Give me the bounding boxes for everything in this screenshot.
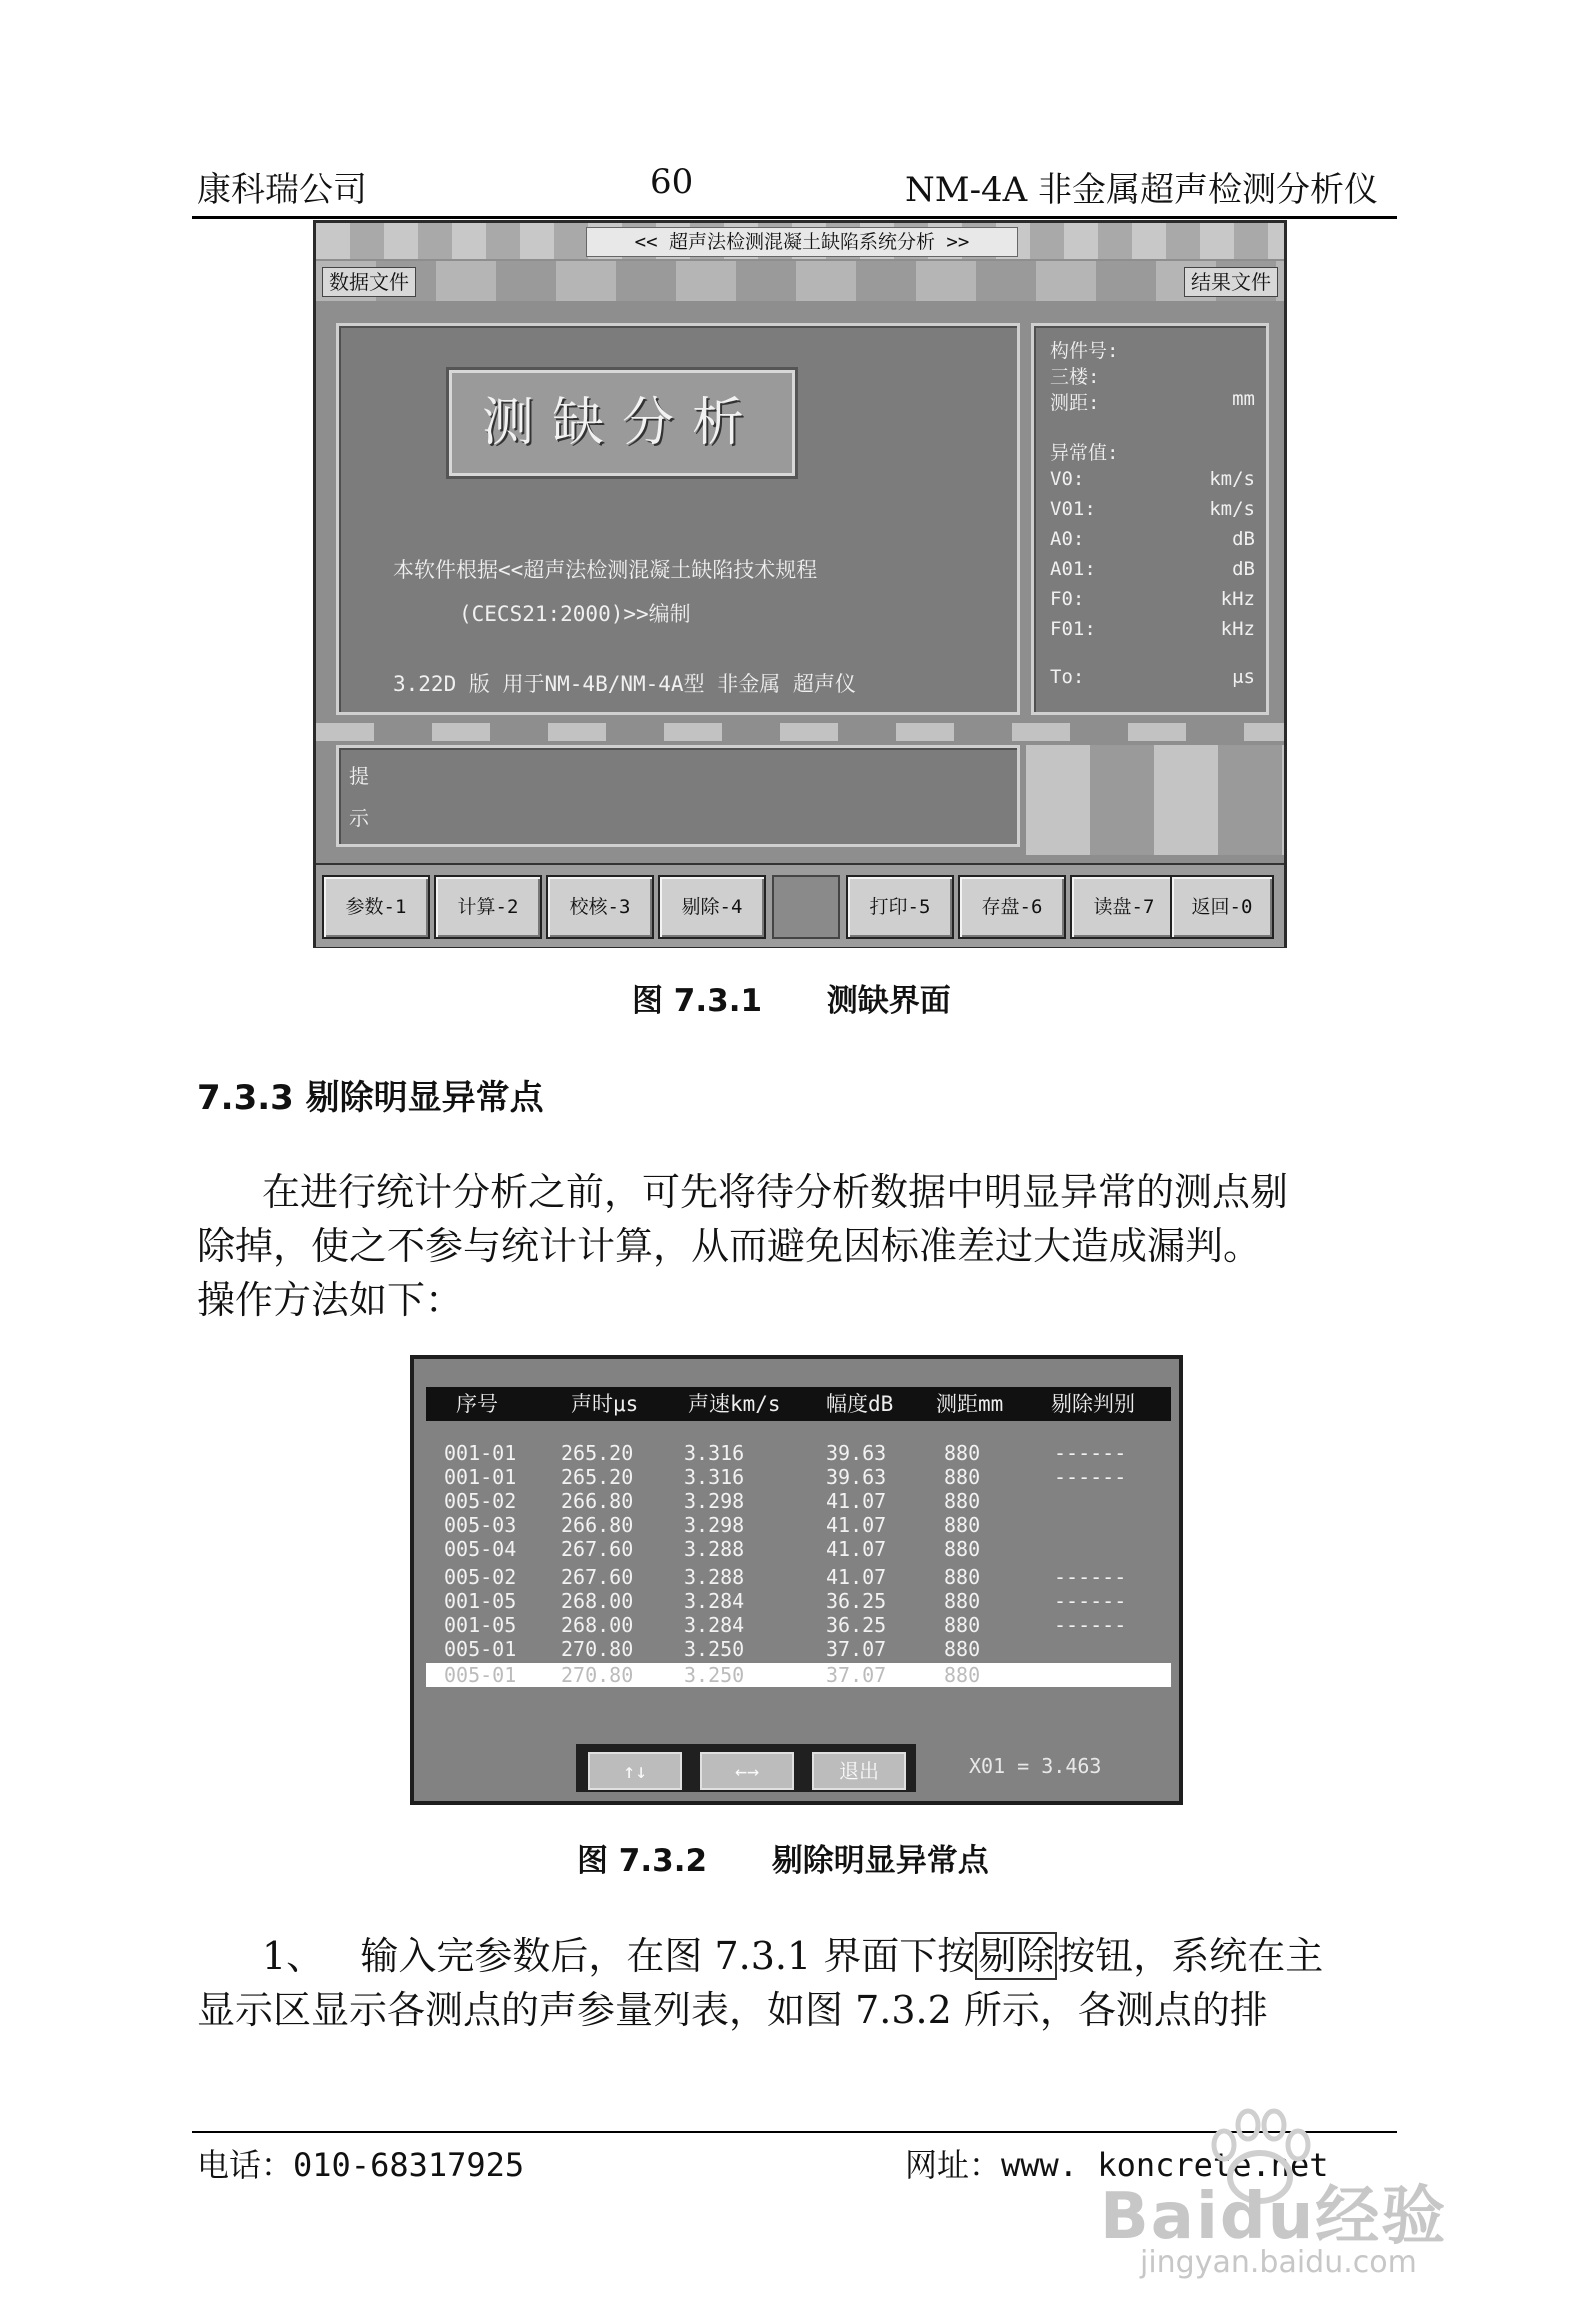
big-title-box	[449, 370, 795, 476]
fkey-print[interactable]: 打印-5	[846, 875, 954, 939]
table-row[interactable]: 005-04 267.60 3.288 41.07 880	[444, 1537, 981, 1561]
big-title: 测缺分析	[481, 393, 762, 453]
screen-titlebar	[316, 223, 1284, 259]
table-row[interactable]: 005-03 266.80 3.298 41.07 880	[444, 1513, 981, 1537]
prompt-char: 提	[349, 764, 369, 788]
header-rule	[192, 216, 1397, 219]
screen-title: << 超声法检测混凝土缺陷系统分析 >>	[586, 227, 1018, 257]
col-header: 序号	[456, 1392, 498, 1416]
fkey-blank	[772, 875, 840, 939]
table-row[interactable]: 005-01 270.80 3.250 37.07 880	[444, 1637, 981, 1661]
table-row[interactable]: 005-02 267.60 3.288 41.07 880 ------	[444, 1565, 1127, 1589]
table-row[interactable]: 001-01 265.20 3.316 39.63 880 ------	[444, 1441, 1127, 1465]
table-header	[426, 1387, 1171, 1421]
table-row-selected[interactable]: 005-01 270.80 3.250 37.07 880	[426, 1663, 1171, 1687]
param-row: A0: dB	[1050, 528, 1255, 550]
param-row: A01: dB	[1050, 558, 1255, 580]
col-header: 测距mm	[936, 1392, 1004, 1416]
param-row: V01: km/s	[1050, 498, 1255, 520]
menu-result-file[interactable]: 结果文件	[1184, 267, 1278, 297]
fkey-calculate[interactable]: 计算-2	[434, 875, 542, 939]
param-row: F01: kHz	[1050, 618, 1255, 640]
param-row: F0: kHz	[1050, 588, 1255, 610]
param-row: 异常值:	[1050, 442, 1119, 464]
fkey-return[interactable]: 返回-0	[1170, 875, 1274, 939]
prompt-area	[336, 745, 1020, 847]
x01-readout: X01 = 3.463	[969, 1754, 1102, 1778]
step1-line1: 1、 输入完参数后，在图 7.3.1 界面下按剔除按钮，系统在主	[262, 1934, 1324, 1978]
figure2-caption: 图 7.3.2 剔除明显异常点	[577, 1843, 989, 1879]
desc-line-1: 本软件根据<<超声法检测混凝土缺陷技术规程	[393, 558, 818, 582]
fkey-params[interactable]: 参数-1	[322, 875, 430, 939]
reject-button-ref: 剔除	[975, 1932, 1057, 1980]
fkey-check[interactable]: 校核-3	[546, 875, 654, 939]
header-company: 康科瑞公司	[197, 170, 367, 210]
table-button-bar	[576, 1744, 916, 1792]
function-key-bar	[316, 863, 1284, 947]
col-header: 声时μs	[571, 1392, 639, 1416]
prompt-char: 示	[349, 806, 369, 830]
paragraph-line: 除掉，使之不参与统计计算，从而避免因标准差过大造成漏判。	[197, 1224, 1262, 1268]
figure-defect-analysis-screen	[313, 220, 1287, 948]
col-header: 幅度dB	[826, 1392, 894, 1416]
param-row: To: μs	[1050, 666, 1255, 688]
up-down-button[interactable]: ↑↓	[588, 1752, 682, 1790]
paragraph-line: 在进行统计分析之前，可先将待分析数据中明显异常的测点剔	[262, 1170, 1289, 1214]
main-display	[336, 323, 1020, 715]
param-row: 构件号:	[1050, 340, 1119, 362]
table-row[interactable]: 001-01 265.20 3.316 39.63 880 ------	[444, 1465, 1127, 1489]
figure1-caption: 图 7.3.1 测缺界面	[632, 983, 951, 1019]
footer-phone: 电话：010-68317925	[197, 2146, 525, 2184]
header-product: NM-4A 非金属超声检测分析仪	[905, 170, 1379, 210]
table-row[interactable]: 001-05 268.00 3.284 36.25 880 ------	[444, 1613, 1127, 1637]
param-row: 测距: mm	[1050, 388, 1255, 414]
table-row[interactable]: 005-02 266.80 3.298 41.07 880	[444, 1489, 981, 1513]
fkey-save[interactable]: 存盘-6	[958, 875, 1066, 939]
table-row[interactable]: 001-05 268.00 3.284 36.25 880 ------	[444, 1589, 1127, 1613]
screen-menubar	[316, 261, 1284, 301]
figure-reject-outliers-screen	[410, 1355, 1183, 1805]
pattern-block	[1026, 745, 1284, 855]
param-row: 三楼:	[1050, 366, 1100, 388]
footer-url: 网址：www. koncrete.net	[905, 2146, 1329, 2184]
paragraph-line: 操作方法如下：	[197, 1278, 464, 1322]
desc-line-2: (CECS21:2000)>>编制	[459, 602, 691, 626]
col-header: 剔除判别	[1051, 1392, 1135, 1416]
left-right-button[interactable]: ←→	[700, 1752, 794, 1790]
fkey-load[interactable]: 读盘-7	[1070, 875, 1178, 939]
col-header: 声速km/s	[688, 1392, 781, 1416]
baidu-watermark: Baidu经验 jingyan.baidu.com	[1040, 2105, 1580, 2285]
pattern-bar	[316, 723, 1284, 741]
menu-data-file[interactable]: 数据文件	[322, 267, 416, 297]
exit-button[interactable]: 退出	[812, 1752, 906, 1790]
section-title: 7.3.3 剔除明显异常点	[197, 1078, 544, 1118]
header-page-number: 60	[650, 162, 694, 202]
version-line: 3.22D 版 用于NM-4B/NM-4A型 非金属 超声仪	[393, 672, 856, 696]
parameter-panel	[1031, 323, 1269, 715]
step1-line2: 显示区显示各测点的声参量列表，如图 7.3.2 所示，各测点的排	[197, 1988, 1268, 2032]
fkey-reject[interactable]: 剔除-4	[658, 875, 766, 939]
param-row: V0: km/s	[1050, 468, 1255, 490]
